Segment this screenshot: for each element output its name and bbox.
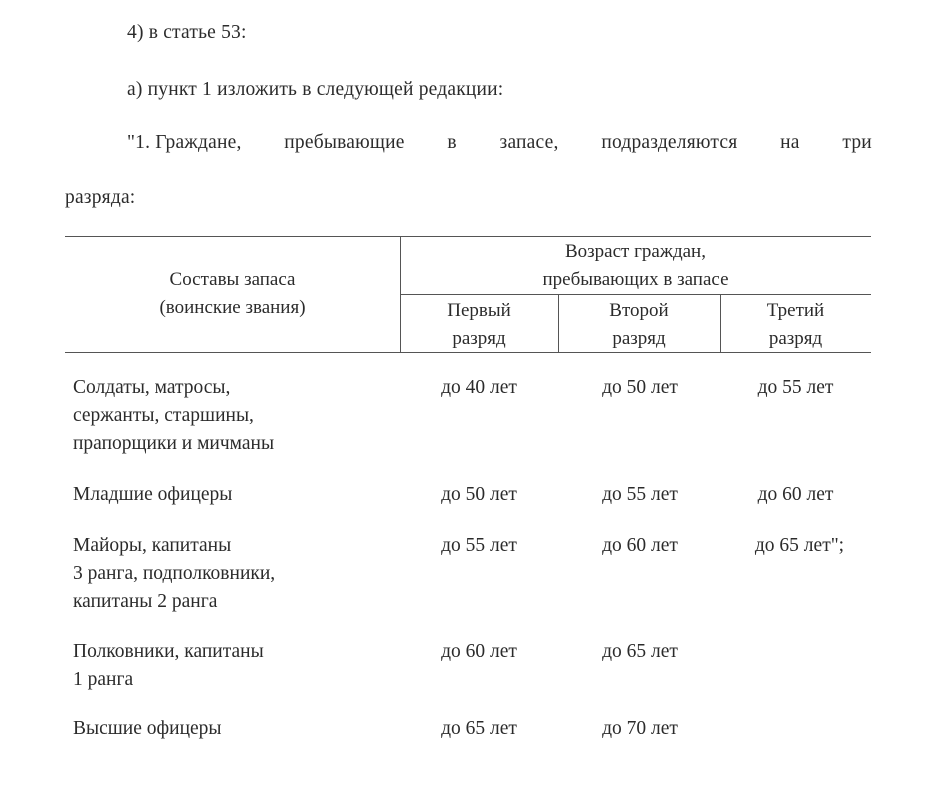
quote-word: подразделяются bbox=[601, 132, 738, 153]
row-age-second: до 55 лет bbox=[602, 484, 678, 505]
row-age-first: до 50 лет bbox=[441, 484, 517, 505]
row-age-third: до 60 лет bbox=[757, 484, 834, 505]
row-rank-line: Высшие офицеры bbox=[73, 718, 222, 739]
row-age-first: до 55 лет bbox=[441, 535, 517, 556]
row-age-first: до 60 лет bbox=[441, 641, 517, 662]
header-age-group-line-2: пребывающих в запасе bbox=[542, 269, 729, 290]
header-age-group-line-1: Возраст граждан, bbox=[565, 241, 706, 262]
row-rank-line: 3 ранга, подполковники, bbox=[73, 563, 276, 584]
row-rank-line: Младшие офицеры bbox=[73, 484, 233, 505]
row-rank-line: прапорщики и мичманы bbox=[73, 433, 275, 454]
quote-word: в bbox=[447, 132, 457, 153]
header-composition-line-2: (воинские звания) bbox=[159, 297, 306, 318]
row-rank bbox=[73, 481, 232, 509]
row-rank-line: капитаны 2 ранга bbox=[73, 591, 218, 612]
paragraph-quote-line-2: разряда: bbox=[65, 187, 136, 208]
paragraph-item-4: 4) в статье 53: bbox=[127, 22, 247, 43]
row-rank-line: 1 ранга bbox=[73, 669, 134, 690]
header-age-group bbox=[400, 238, 871, 294]
quote-word: на bbox=[780, 132, 800, 153]
header-category-second-line-2: разряд bbox=[612, 328, 666, 349]
row-age-second: до 65 лет bbox=[602, 641, 678, 662]
row-rank-line: Полковники, капитаны bbox=[73, 641, 264, 662]
header-category-third-line-1: Третий bbox=[766, 300, 825, 321]
header-composition bbox=[65, 266, 400, 322]
row-age-third: до 55 лет bbox=[757, 377, 834, 398]
row-rank bbox=[73, 715, 222, 743]
header-composition-line-1: Составы запаса bbox=[169, 269, 296, 290]
paragraph-item-a: а) пункт 1 изложить в следующей редакции: bbox=[127, 79, 504, 100]
row-age-third: до 65 лет"; bbox=[754, 535, 845, 556]
quote-word: запасе, bbox=[499, 132, 559, 153]
row-age-second: до 60 лет bbox=[602, 535, 678, 556]
header-category-third-line-2: разряд bbox=[768, 328, 823, 349]
row-age-second: до 50 лет bbox=[602, 377, 678, 398]
quote-word: три bbox=[842, 132, 872, 153]
header-category-second bbox=[558, 297, 720, 353]
quote-word: "1. Граждане, bbox=[127, 132, 242, 153]
row-rank-line: Майоры, капитаны bbox=[73, 535, 232, 556]
table-header-mid-rule bbox=[400, 294, 871, 295]
row-age-second: до 70 лет bbox=[602, 718, 678, 739]
row-rank bbox=[73, 532, 275, 616]
header-category-first-line-2: разряд bbox=[452, 328, 506, 349]
row-rank-line: Солдаты, матросы, bbox=[73, 377, 231, 398]
header-category-second-line-1: Второй bbox=[609, 300, 669, 321]
quote-word: пребывающие bbox=[284, 132, 405, 153]
row-rank bbox=[73, 638, 264, 694]
header-category-first-line-1: Первый bbox=[447, 300, 511, 321]
header-category-first bbox=[400, 297, 558, 353]
row-age-first: до 65 лет bbox=[441, 718, 517, 739]
header-category-third bbox=[720, 297, 871, 353]
row-age-first: до 40 лет bbox=[441, 377, 517, 398]
row-rank-line: сержанты, старшины, bbox=[73, 405, 254, 426]
paragraph-quote-line-1 bbox=[127, 132, 872, 154]
row-rank bbox=[73, 374, 274, 458]
table-top-rule bbox=[65, 236, 871, 237]
